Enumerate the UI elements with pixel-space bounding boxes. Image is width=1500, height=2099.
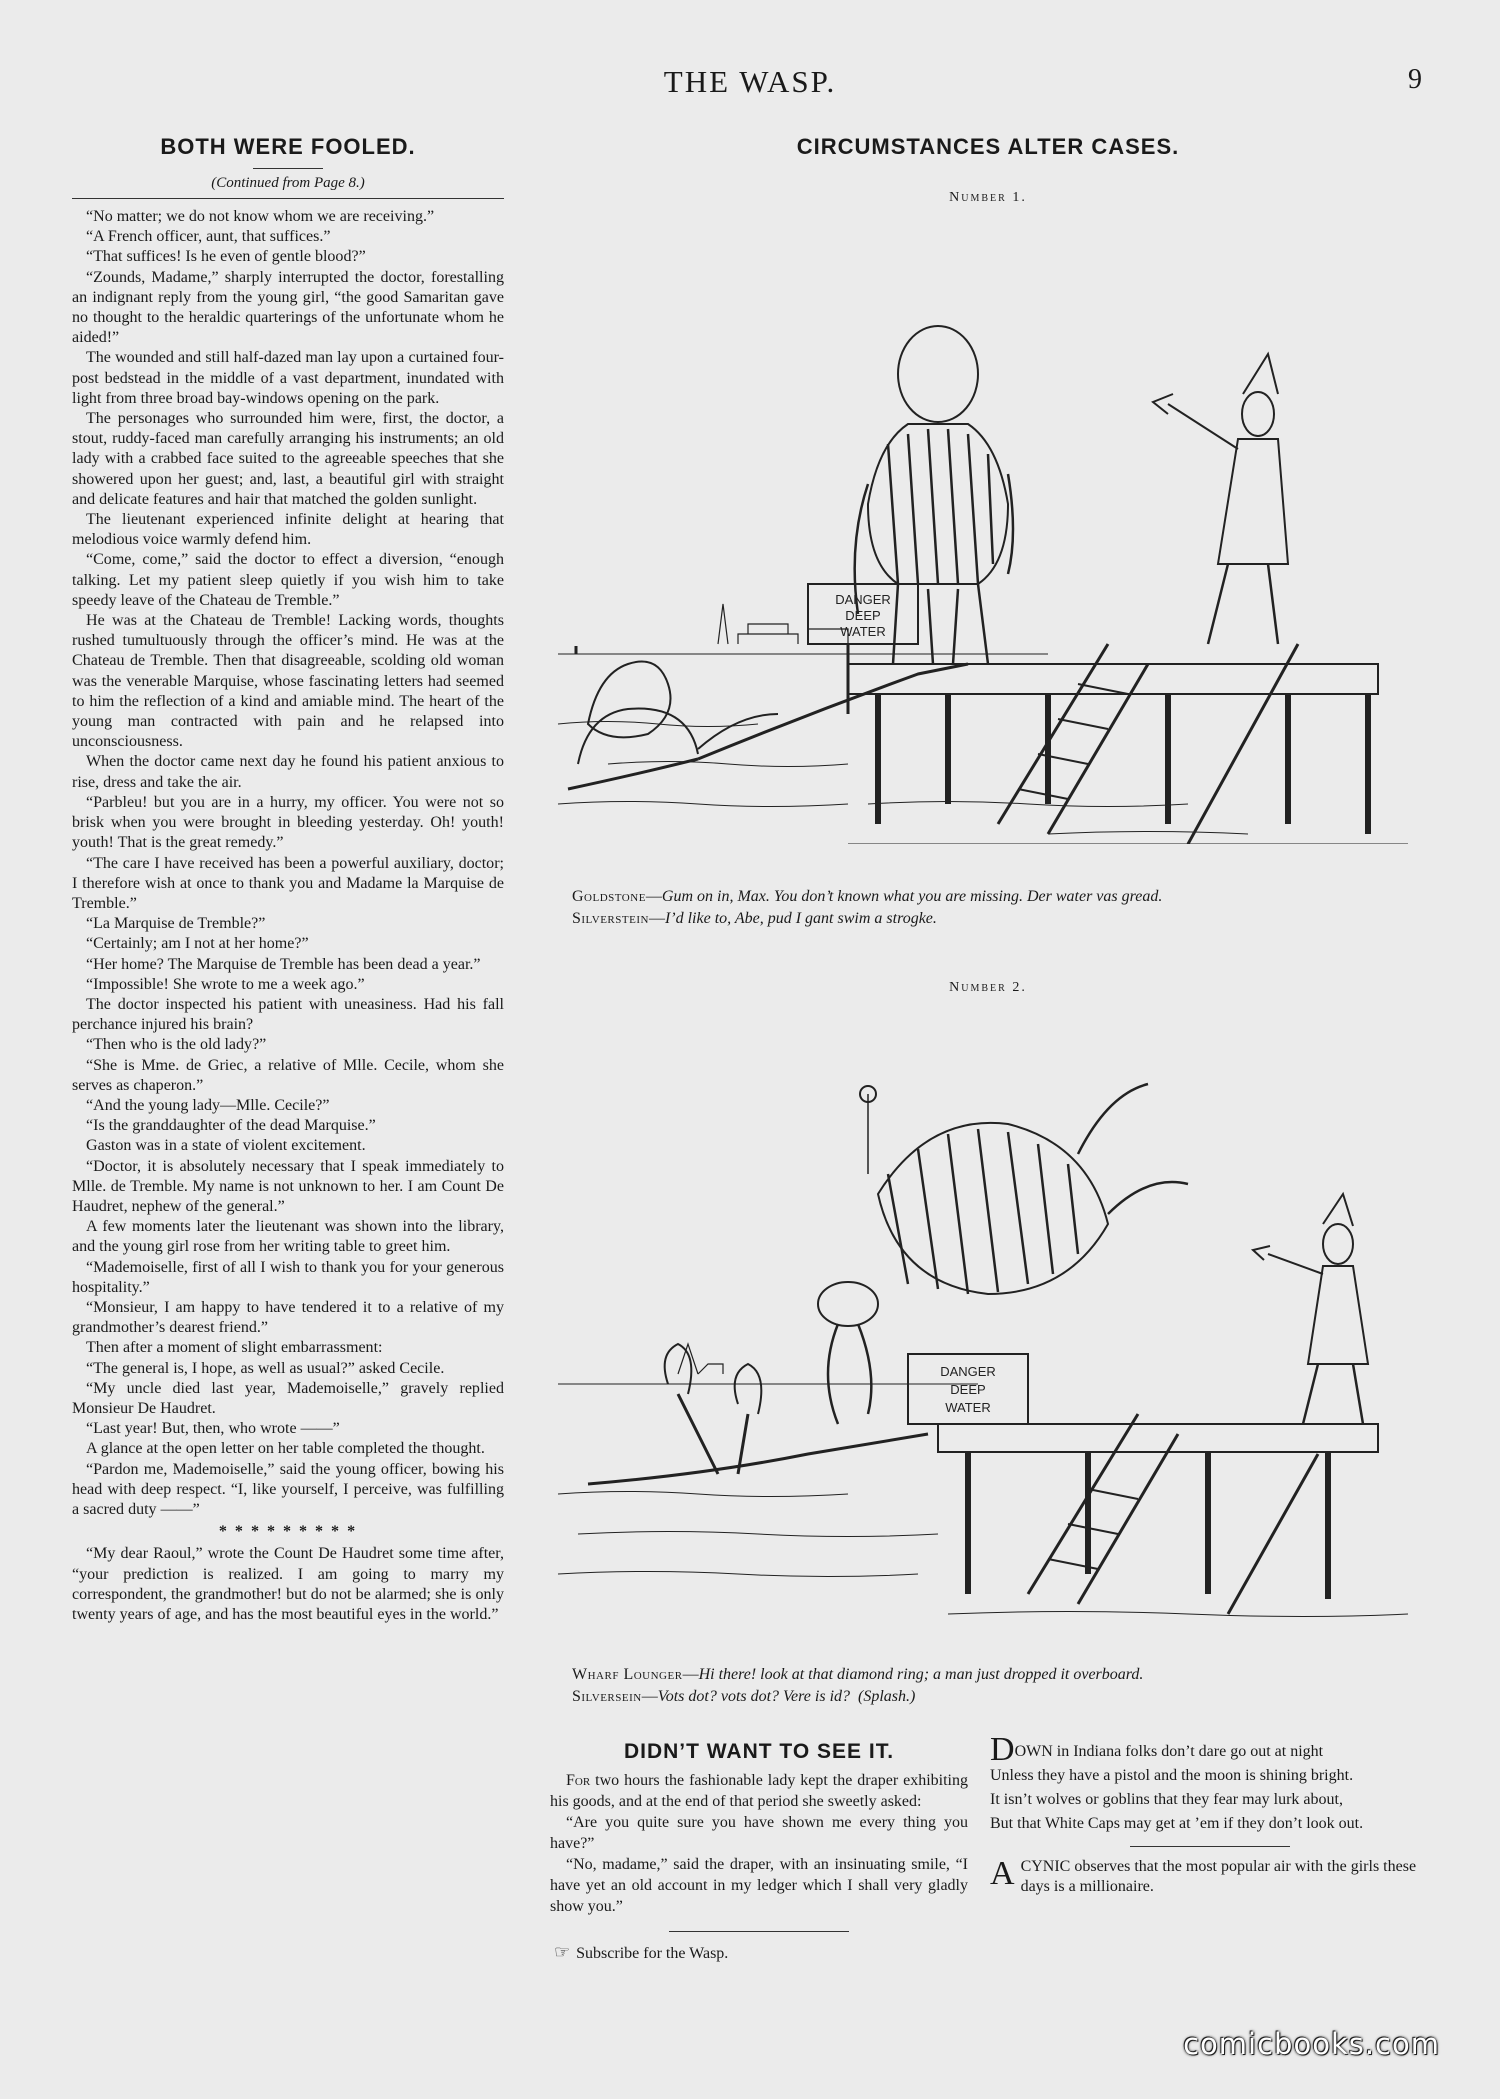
paragraph: “Zounds, Madame,” sharply interrupted the doctor, forestalling an indignant reply from the young girl, “the good Samaritan gave no thought to the heraldic quarterings of the unfortunate whom he aided!” [72, 268, 504, 347]
paragraph: “Monsieur, I am happy to have tendered it to a relative of my grandmother’s dearest friend.” [72, 1298, 504, 1337]
paragraph: “Parbleu! but you are in a hurry, my officer. You were not so brisk when you were brought in bleeding yesterday. Oh! youth! youth! That is the great remedy.” [72, 793, 504, 852]
pointing-hand-icon: ☞ [554, 1942, 571, 1962]
paragraph: “Pardon me, Mademoiselle,” said the young officer, bowing his head with deep respect. “I, like yourself, I perceive, was fulfilling a sacred duty ——” [72, 1460, 504, 1518]
paragraph: The lieutenant experienced infinite delight at hearing that melodious voice warmly defend him. [72, 511, 504, 549]
paragraph: A few moments later the lieutenant was shown into the library, and the young girl rose from her writing table to greet him. [72, 1218, 504, 1256]
panel-2-label: Number 2. [949, 980, 1027, 995]
watermark: comicbooks.com [1183, 2027, 1440, 2061]
paragraph: “My uncle died last year, Mademoiselle,” gravely replied Monsieur De Haudret. [72, 1379, 504, 1417]
paragraph: When the doctor came next day he found his patient anxious to rise, dress and take the air. [72, 753, 504, 791]
paragraph [550, 1770, 968, 1812]
story-body [550, 1770, 968, 1917]
paragraph: “Impossible! She wrote to me a week ago.” [86, 975, 365, 993]
paragraph: “La Marquise de Tremble?” [86, 915, 266, 933]
final-paragraph: “My dear Raoul,” wrote the Count De Haudret some time after, “your prediction is realized. I am going to marry my correspondent, the grandmother! but do not be alarmed; she is only twenty years of age, and has the most beautiful eyes in the world.” [72, 1545, 504, 1624]
paragraph: The wounded and still half-dazed man lay upon a curtained four-post bedstead in the middle of a vast department, inundated with light from three broad bay-windows opening on the park. [72, 349, 504, 407]
story-body [72, 207, 504, 1625]
cartoon-title: CIRCUMSTANCES ALTER CASES. [796, 134, 1180, 159]
panel-1-label: Number 1. [949, 190, 1027, 205]
speech: Vots dot? vots dot? Vere is id? [657, 1688, 851, 1705]
paragraph: “Is the granddaughter of the dead Marquise.” [86, 1117, 376, 1135]
continued-note: (Continued from Page 8.) [211, 175, 365, 191]
verse-line [990, 1731, 1430, 1768]
drop-cap: A [990, 1855, 1015, 1892]
paragraph: “The care I have received has been a powerful auxiliary, doctor; I therefore wish at once to thank you and Madame la Marquise de Tremble.” [72, 854, 504, 912]
paragraph: Gaston was in a state of violent excitement. [86, 1137, 366, 1155]
paragraph: “Mademoiselle, first of all I wish to thank you for your generous hospitality.” [72, 1258, 504, 1296]
divider [1130, 1846, 1290, 1847]
verse-line: But that White Caps may get at ’em if they don’t look out. [990, 1815, 1364, 1832]
cartoon-panel-2 [548, 1044, 1428, 1664]
paragraph: “The general is, I hope, as well as usual?” asked Cecile. [86, 1359, 445, 1377]
sign-line: DEEP [845, 608, 881, 623]
paragraph: “Her home? The Marquise de Tremble has been dead a year.” [86, 955, 481, 973]
page-number: 9 [1408, 64, 1422, 95]
subscribe-notice [550, 1942, 968, 1963]
paragraph: “That suffices! Is he even of gentle blood?” [86, 248, 366, 266]
caption-line: Silverstein—I’d like to, Abe, pud I gant swim a strogke. [572, 910, 937, 927]
verse-text: OWN in Indiana folks don’t dare go out at night [1014, 1743, 1324, 1760]
caption-line: Goldstone—Gum on in, Max. You don’t known what you are missing. Der water vas gread. [572, 888, 1163, 905]
paragraph-text: two hours the fashionable lady kept the draper exhibiting his goods, and at the end of that period she sweetly asked: [550, 1772, 968, 1810]
speech: Gum on in, Max. You don’t known what you are missing. Der water vas gread. [661, 888, 1163, 905]
story-title: DIDN’T WANT TO SEE IT. [623, 1740, 895, 1763]
story-title: BOTH WERE FOOLED. [160, 134, 416, 159]
cynic-quip [990, 1857, 1430, 1897]
sign-line: WATER [840, 624, 886, 639]
subscribe-text: Subscribe for the Wasp. [576, 1945, 729, 1962]
paragraph: The personages who surrounded him were, first, the doctor, a stout, ruddy-faced man carefully arranging his instruments; an old lady with a crabbed face suited to the agreeable speeches that she showered upon her guest; and, last, a beautiful girl with straight and delicate features and hair that matched the golden sunlight. [72, 410, 504, 508]
sign-line: DEEP [950, 1382, 986, 1397]
paragraph: “Certainly; am I not at her home?” [86, 935, 309, 953]
masthead: THE WASP. [663, 64, 837, 99]
divider [669, 1931, 849, 1932]
paragraph: “No, madame,” said the draper, with an insinuating smile, “I have yet an old account in my ledger which I shall very gladly show you.” [550, 1856, 968, 1915]
speaker-name: Goldstone [572, 888, 646, 905]
paragraph: “Are you quite sure you have shown me every thing you have?” [550, 1814, 968, 1852]
sign-line: DANGER [835, 592, 891, 607]
caption-line: Silversein—Vots dot? vots dot? Vere is id? (Splash.) [572, 1688, 916, 1705]
cartoon-panel-1 [548, 244, 1428, 844]
lead-word: For [566, 1772, 591, 1789]
left-story [72, 134, 504, 1625]
title-divider [253, 168, 323, 169]
paragraph: “No matter; we do not know whom we are receiving.” [86, 208, 435, 225]
column-divider [72, 198, 504, 199]
quip-text: CYNIC observes that the most popular air with the girls these days is a millionaire. [1020, 1858, 1417, 1895]
stage-direction: (Splash.) [858, 1688, 916, 1705]
speech: I’d like to, Abe, pud I gant swim a strogke. [664, 910, 937, 927]
paragraph: “And the young lady—Mlle. Cecile?” [86, 1096, 330, 1114]
paragraph: “She is Mme. de Griec, a relative of Mlle. Cecile, whom she serves as chaperon.” [72, 1056, 504, 1094]
sign-line: WATER [945, 1400, 991, 1415]
verse-line: It isn’t wolves or goblins that they fear may lurk about, [990, 1791, 1343, 1808]
drop-cap: D [990, 1731, 1015, 1768]
paragraph: “Then who is the old lady?” [86, 1036, 267, 1054]
panel-2-captions [572, 1664, 1143, 1708]
indiana-verse [990, 1731, 1430, 1897]
section-break-stars: * * * * * * * * * [218, 1523, 358, 1541]
speaker-name: Silverstein [572, 910, 649, 927]
paragraph: “Come, come,” said the doctor to effect a diversion, “enough talking. Let my patient sleep quietly if you wish him to take speedy leave of the Chateau de Tremble.” [72, 551, 504, 609]
cartoon-feature [548, 134, 1428, 1705]
caption-line: Wharf Lounger—Hi there! look at that diamond ring; a man just dropped it overboard. [572, 1666, 1144, 1683]
sign-line: DANGER [940, 1364, 996, 1379]
paragraph: Then after a moment of slight embarrassment: [86, 1339, 383, 1357]
paragraph: A glance at the open letter on her table completed the thought. [86, 1440, 485, 1458]
paragraph: “Doctor, it is absolutely necessary that I speak immediately to Mlle. de Tremble. My name is not unknown to her. I am Count De Haudret, nephew of the general.” [72, 1157, 504, 1215]
didnt-want-story [550, 1740, 968, 1963]
paragraph: He was at the Chateau de Tremble! Lacking words, thoughts rushed tumultuously through the officer’s mind. He was at the Chateau de Tremble. Then that disagreeable, scolding old woman was the venerable Marquise, whose fascinating letters had seemed to him the reflection of a kind and amiable mind. The heart of the young man contracted with pain and he relapsed into unconsciousness. [72, 612, 504, 751]
panel-1-captions [572, 886, 1162, 930]
paragraph: “Last year! But, then, who wrote ——” [86, 1420, 340, 1438]
speaker-name: Wharf Lounger [572, 1666, 683, 1683]
speech: Hi there! look at that diamond ring; a man just dropped it overboard. [698, 1666, 1144, 1683]
speaker-name: Silversein [572, 1688, 642, 1705]
verse-line: Unless they have a pistol and the moon is shining bright. [990, 1767, 1354, 1784]
paragraph: “A French officer, aunt, that suffices.” [86, 228, 331, 246]
paragraph: The doctor inspected his patient with uneasiness. Had his fall perchance injured his brain? [72, 995, 504, 1034]
